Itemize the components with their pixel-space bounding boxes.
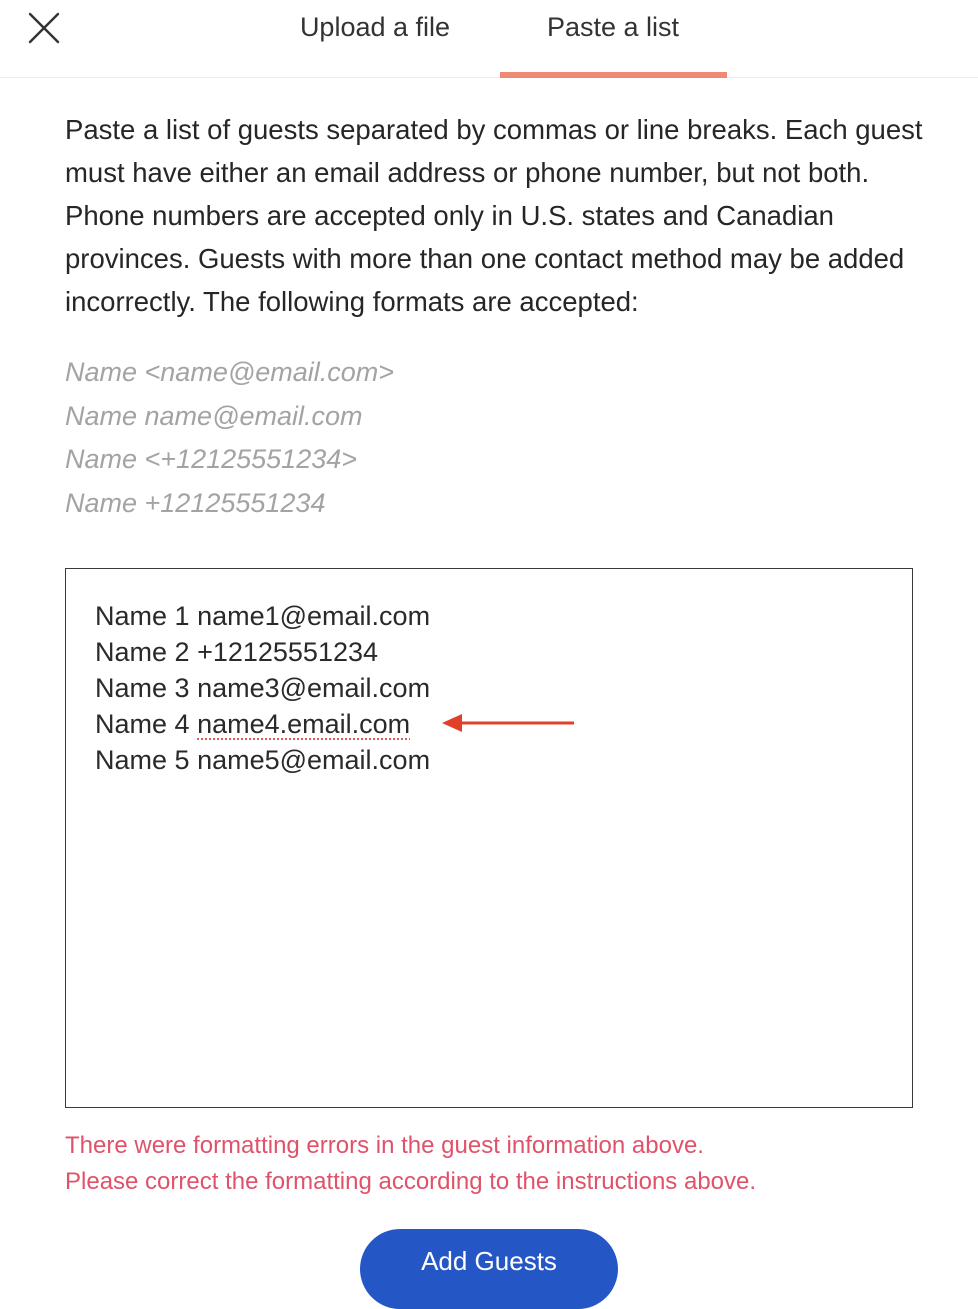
format-example: Name <name@email.com> [65, 357, 395, 387]
guest-contact: name3@email.com [197, 673, 431, 703]
add-guests-button[interactable]: Add Guests [360, 1229, 618, 1309]
error-message: There were formatting errors in the guest information above. [65, 1132, 704, 1159]
guest-line [95, 634, 430, 670]
error-message: Please correct the formatting according to the instructions above. [65, 1168, 757, 1195]
guest-contact: name1@email.com [197, 601, 431, 631]
guest-list-textarea[interactable] [65, 568, 913, 1108]
guest-name: Name 1 [95, 601, 190, 631]
active-tab-indicator [500, 72, 727, 78]
guest-line [95, 742, 430, 778]
modal-header [0, 0, 978, 78]
error-messages [65, 1128, 945, 1200]
guest-contact: name5@email.com [197, 745, 431, 775]
guest-name: Name 4 [95, 709, 190, 739]
guest-name: Name 2 [95, 637, 190, 667]
guest-name: Name 3 [95, 673, 190, 703]
close-icon [26, 10, 62, 46]
close-button[interactable] [26, 10, 62, 46]
format-example: Name <+12125551234> [65, 444, 358, 474]
tab-paste-list[interactable]: Paste a list [546, 12, 680, 42]
guest-contact-invalid: name4.email.com [197, 709, 411, 739]
guest-contact: +12125551234 [197, 637, 379, 667]
format-example: Name +12125551234 [65, 487, 326, 518]
error-pointer-arrow-icon [440, 710, 580, 736]
guest-line [95, 598, 430, 634]
guest-line-error [95, 706, 430, 742]
guest-line [95, 670, 430, 706]
instructions-text: Paste a list of guests separated by commas or line breaks. Each guest must have either an email address or phone number, but not both. Phone numbers are accepted only in U.S. states and Canadian provinces. Guests with more than one contact method may be added incorrectly. The following formats are accepted: [65, 114, 923, 317]
accepted-formats-list [65, 351, 665, 525]
tab-upload-file[interactable]: Upload a file [299, 12, 451, 42]
format-example: Name name@email.com [65, 400, 363, 431]
guest-name: Name 5 [95, 745, 190, 775]
